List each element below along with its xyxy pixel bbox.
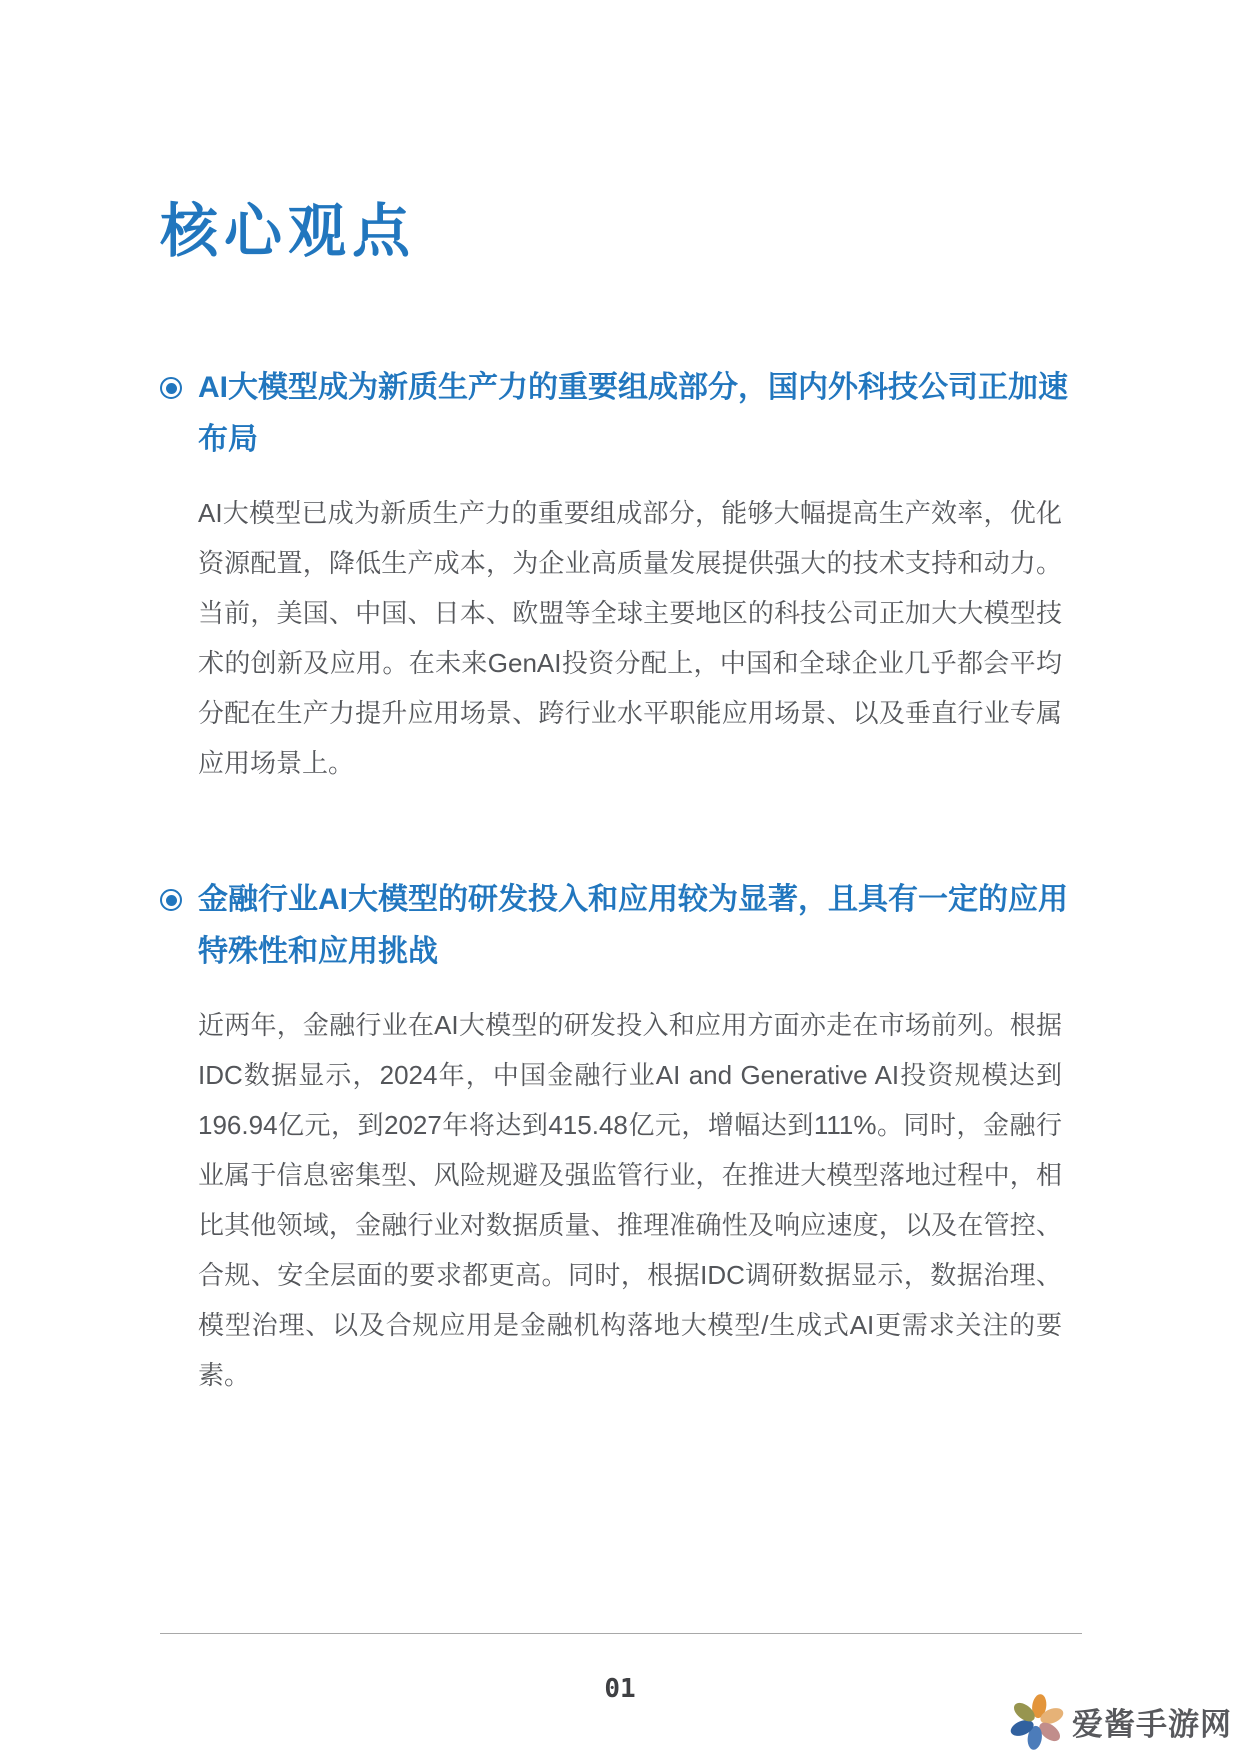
site-logo-text: 爱酱手游网 xyxy=(1072,1706,1232,1742)
section-body-text: 近两年，金融行业在AI大模型的研发投入和应用方面亦走在市场前列。根据IDC数据显示，2024年，中国金融行业AI and Generative AI投资规模达到196.94亿元，到2027年将达到415.48亿元，增幅达到111%。同时，金融行业属于信息密集型、风险规避及强监管行业，在推进大模型落地过程中，相比其他领域，金融行业对数据质量、推理准确性及响应速度，以及在管控、合规、安全层面的要求都更高。同时，根据IDC调研数据显示，数据治理、模型治理、以及合规应用是金融机构落地大模型/生成式AI更需求关注的要素。 xyxy=(198,1010,1062,1390)
section-heading: AI大模型成为新质生产力的重要组成部分，国内外科技公司正加速布局 xyxy=(198,371,1068,456)
flower-icon xyxy=(1008,1692,1066,1750)
page-content xyxy=(0,196,1240,1400)
page-title: 核心观点 xyxy=(160,199,417,264)
site-logo xyxy=(1008,1692,1232,1754)
footer-divider xyxy=(160,1633,1082,1634)
section-key-point-2 xyxy=(160,874,1082,1400)
bullet-target-icon xyxy=(160,377,182,399)
bullet-target-icon xyxy=(160,889,182,911)
page-number: 01 xyxy=(604,1674,636,1704)
section-heading: 金融行业AI大模型的研发投入和应用较为显著，且具有一定的应用特殊性和应用挑战 xyxy=(198,883,1068,968)
section-key-point-1 xyxy=(160,362,1082,788)
section-body-text: AI大模型已成为新质生产力的重要组成部分，能够大幅提高生产效率，优化资源配置，降低生产成本，为企业高质量发展提供强大的技术支持和动力。当前，美国、中国、日本、欧盟等全球主要地区的科技公司正加大大模型技术的创新及应用。在未来GenAI投资分配上，中国和全球企业几乎都会平均分配在生产力提升应用场景、跨行业水平职能应用场景、以及垂直行业专属应用场景上。 xyxy=(198,498,1062,778)
